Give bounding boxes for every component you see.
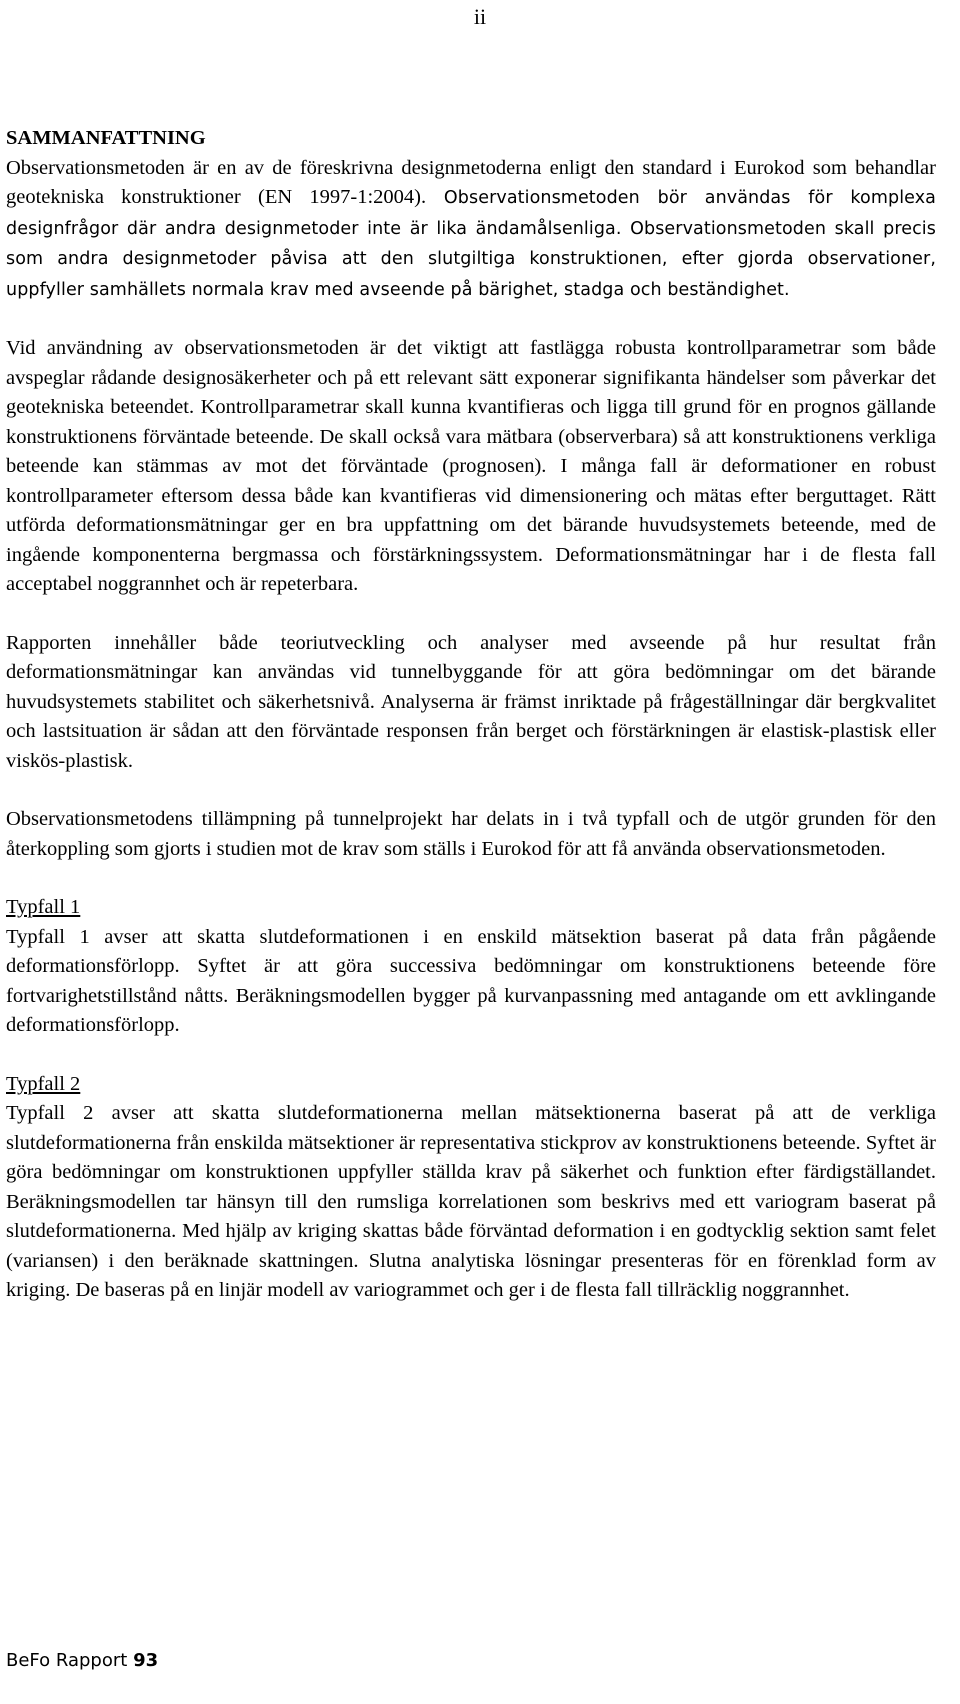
footer-report-number: 93 [133, 1650, 159, 1671]
section-heading: SAMMANFATTNING [6, 127, 206, 149]
paragraph-control-parameters: Vid användning av observationsmetoden är det viktigt att fastlägga robusta kontrollparametrar som både avspeglar rådande designosäkerheter och på ett relevant sätt exponerar signifikanta händelser som påverkar det geotekniska beteendet. Kontrollparametrar skall kunna kvantifieras och ligga till grund för en prognos gällande konstruktionens förväntade beteende. De skall också vara mätbara (observerbara) så att konstruktionens verkliga beteende kan stämmas av mot det förväntade (prognosen). I många fall är deformationer en robust kontrollparameter eftersom dessa både kan kvantifieras vid dimensionering och mätas efter berguttaget. Rätt utförda deformationsmätningar ger en bra uppfattning om det bärande huvudsystemets beteende, med de ingående komponenterna bergmassa och förstärkningssystem. Deformationsmätningar har i de flesta fall acceptabel noggrannhet och är repeterbara. [6, 337, 936, 595]
typfall-1-text: Typfall 1 avser att skatta slutdeformationen i en enskild mätsektion baserat på data från pågående deformationsförlopp. Syftet är att göra successiva bedömningar om konstruktionens beteende före fortvarighetstillstånd nåtts. Beräkningsmodellen bygger på kurvanpassning med antagande om ett avklingande deformationsförlopp. [6, 925, 936, 1036]
typfall-1-title: Typfall 1 [6, 896, 81, 918]
paragraph-report-content: Rapporten innehåller både teoriutveckling och analyser med avseende på hur resultat från deformationsmätningar kan användas vid tunnelbyggande för att göra bedömningar om det bärande huvudsystemets stabilitet och säkerhetsnivå. Analyserna är främst inriktade på frågeställningar där bergkvalitet och lastsituation är sådan att den förväntade responsen från berget och förstärkningen är elastisk-plastisk eller viskös-plastisk. [6, 631, 936, 772]
typfall-2-title: Typfall 2 [6, 1072, 81, 1095]
document-content [6, 124, 936, 1335]
paragraph-intro [6, 154, 936, 306]
page-number: ii [473, 4, 487, 29]
paragraph-typfall-overview: Observationsmetodens tillämpning på tunnelprojekt har delats in i två typfall och de utgör grunden för den återkoppling som gjorts i studien mot de krav som ställs i Eurokod för att få använda observationsmetoden. [6, 808, 936, 860]
paragraph-intro-serif: Observationsmetoden är en av de föreskrivna designmetoderna enligt den standard i Eurokod som behandlar geotekniska konstruktioner (EN 1997-1:2004). [6, 156, 936, 208]
footer-label: BeFo Rapport [6, 1650, 128, 1671]
typfall-2-text: Typfall 2 avser att skatta slutdeformationerna mellan mätsektionerna baserat på att de verkliga slutdeformationerna från enskilda mätsektioner är representativa stickprov av konstruktionens beteende. Syftet är göra bedömningar om konstruktionen uppfyller ställda krav på säkerhet och funktion efter färdigställandet. Beräkningsmodellen tar hänsyn till den rumsliga korrelationen som beskrivs med ett variogram baserat på slutdeformationerna. Med hjälp av kriging skattas både förväntad deformation i en godtycklig sektion samt felet (variansen) i den beräknade skattningen. Slutna analytiska lösningar presenteras för en förenklad form av kriging. De baseras på en linjär modell av variogrammet och ger i de flesta fall tillräcklig noggrannhet. [6, 1102, 936, 1301]
page-footer [6, 1650, 158, 1671]
paragraph-intro-sans: Observationsmetoden bör användas för komplexa designfrågor där andra designmetoder inte är lika ändamålsenliga. Observationsmetoden skall precis som andra designmetoder påvisa att den slutgiltiga konstruktionen, efter gjorda observationer, uppfyller samhällets normala krav med avseende på bärighet, stadga och beständighet. [6, 188, 936, 300]
